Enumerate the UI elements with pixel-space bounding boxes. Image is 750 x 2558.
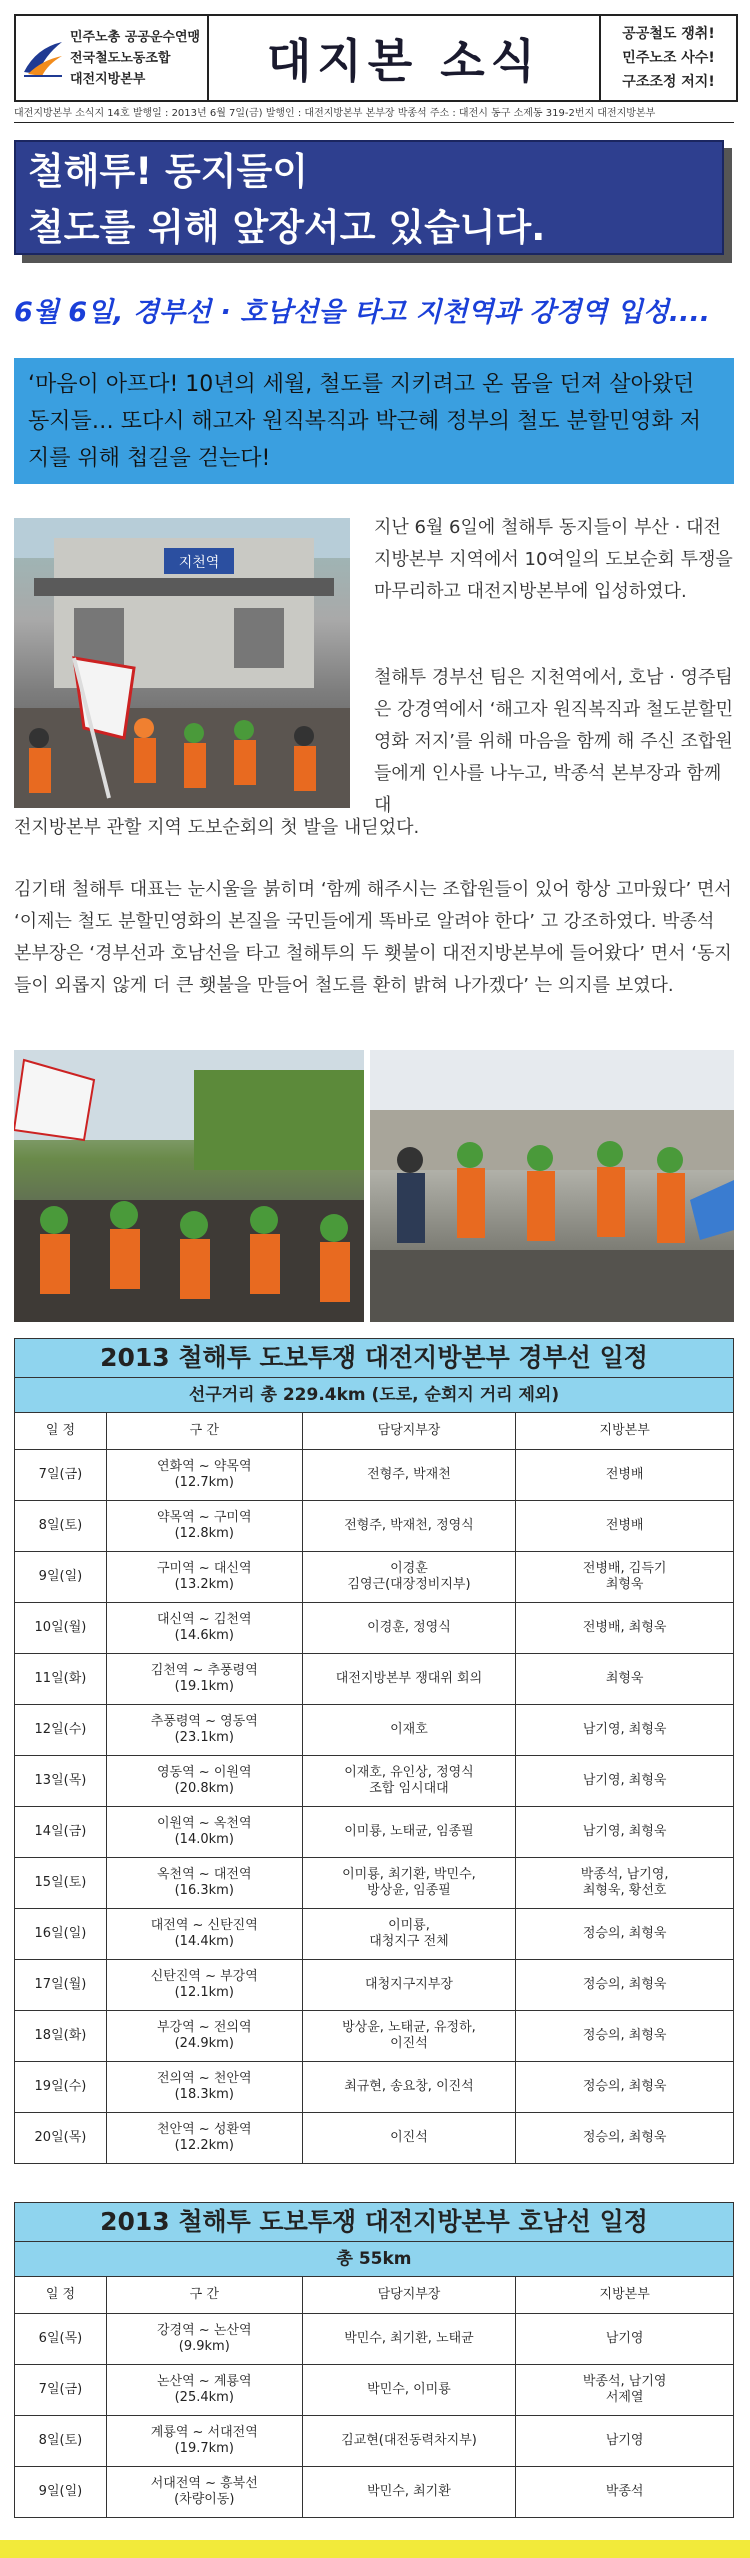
section-route: 강경역 ~ 논산역 [157,2323,252,2338]
leaders-line-2: 이진석 [390,2036,428,2051]
hq-line-1: 정승의, 최형욱 [582,2028,667,2043]
section-distance: (18.3km) [174,2087,234,2102]
schedule-regional-hq [516,1909,734,1960]
schedule-section [106,2365,302,2416]
schedule-date: 11일(화) [15,1654,107,1705]
section-distance: (23.1km) [174,1730,234,1745]
section-distance: (24.9km) [174,2036,234,2051]
hq-line-2: 최형욱, 황선호 [582,1883,667,1898]
schedule-section [106,1552,302,1603]
hq-line-1: 박종석, 남기영 [582,2374,667,2389]
schedule-regional-hq [516,1654,734,1705]
section-route: 신탄진역 ~ 부강역 [150,1969,258,1984]
section-route: 추풍령역 ~ 영동역 [150,1714,258,1729]
leaders-line-1: 박민수, 최기환 [367,2484,451,2499]
photo-2-illustration [14,1050,364,1322]
section-distance: (16.3km) [174,1883,234,1898]
header-org-block [16,16,209,100]
schedule-regional-hq [516,2062,734,2113]
issue-meta-line: 대전지방본부 소식지 14호 발행일 : 2013년 6월 7일(금) 발행인 : 대전지방본부 본부장 박종석 주소 : 대전시 동구 소제동 319-2번지 대전지방본부 [14,100,734,123]
section-route: 대신역 ~ 김천역 [157,1612,252,1627]
schedule-branch-leaders [302,1807,516,1858]
headline-line-2: 철도를 위해 앞장서고 있습니다. [28,206,546,249]
section-route: 이원역 ~ 옥천역 [157,1816,252,1831]
hq-line-1: 최형욱 [605,1671,644,1686]
schedule-regional-hq [516,2113,734,2164]
schedule-section [106,1603,302,1654]
schedule-section [106,1654,302,1705]
schedule-section [106,1705,302,1756]
schedule-branch-leaders [302,2113,516,2164]
section-distance: (12.1km) [174,1985,234,2000]
hq-line-1: 남기영, 최형욱 [582,1824,667,1839]
hq-line-1: 전병배 [605,1518,644,1533]
schedule-title: 2013 철해투 도보투쟁 대전지방본부 호남선 일정 [15,2203,734,2242]
schedule-row [15,1552,734,1603]
schedule-row [15,1450,734,1501]
section-route: 천안역 ~ 성환역 [157,2122,252,2137]
leaders-line-1: 이경훈 [390,1561,428,1576]
section-distance: (14.6km) [174,1628,234,1643]
schedule-section [106,2011,302,2062]
section-route: 김천역 ~ 추풍령역 [150,1663,258,1678]
schedule-regional-hq [516,1756,734,1807]
schedule-section [106,1858,302,1909]
schedule-date: 10일(월) [15,1603,107,1654]
schedule-section [106,1807,302,1858]
leaders-line-2: 조합 임시대대 [369,1781,449,1796]
schedule-subtitle: 총 55km [15,2242,734,2277]
schedule-regional-hq [516,2314,734,2365]
schedule-row [15,1858,734,1909]
section-distance: (차량이동) [174,2492,235,2507]
bottom-color-bar [0,2540,750,2558]
schedule-section [106,1450,302,1501]
section-route: 서대전역 ~ 흥북선 [150,2476,258,2491]
leaders-line-1: 이미룡, 최기환, 박민수, [342,1867,476,1882]
schedule-row [15,2113,734,2164]
leaders-line-1: 이진석 [390,2130,428,2145]
hq-line-1: 정승의, 최형욱 [582,1977,667,1992]
schedule-branch-leaders [302,2416,516,2467]
schedule-section [106,2416,302,2467]
schedule-regional-hq [516,2416,734,2467]
schedule-row [15,2062,734,2113]
article-paragraph-2-cont: 전지방본부 관할 지역 도보순회의 첫 발을 내딛었다. [14,817,420,838]
schedule-branch-leaders [302,1501,516,1552]
slogan-1: 공공철도 쟁취! [622,26,715,42]
slogan-3: 구조조정 저지! [622,74,715,90]
hq-line-1: 남기영 [605,2433,644,2448]
hq-line-2: 서제열 [605,2390,644,2405]
section-route: 옥천역 ~ 대전역 [157,1867,252,1882]
schedule-row [15,1603,734,1654]
leaders-line-1: 이재호 [390,1722,428,1737]
schedule-date: 18일(화) [15,2011,107,2062]
schedule-regional-hq [516,1960,734,2011]
schedule-row [15,1807,734,1858]
schedule-date: 17일(월) [15,1960,107,2011]
schedule-table-gyeongbu [14,1338,734,2164]
schedule-branch-leaders [302,2011,516,2062]
schedule-date: 7일(금) [15,1450,107,1501]
schedule-regional-hq [516,2365,734,2416]
schedule-header-cell: 구 간 [106,1413,302,1450]
schedule-section [106,2062,302,2113]
section-route: 대전역 ~ 신탄진역 [150,1918,258,1933]
leaders-line-1: 박민수, 최기환, 노태균 [344,2331,474,2346]
schedule-branch-leaders [302,1909,516,1960]
section-distance: (13.2km) [174,1577,234,1592]
union-logo-icon [22,38,64,78]
schedule-date: 14일(금) [15,1807,107,1858]
section-route: 영동역 ~ 이원역 [157,1765,252,1780]
schedule-section [106,2467,302,2518]
headline-banner [14,140,724,255]
section-distance: (19.7km) [174,2441,234,2456]
schedule-row [15,1654,734,1705]
schedule-header-cell: 담당지부장 [302,1413,516,1450]
schedule-branch-leaders [302,2314,516,2365]
schedule-regional-hq [516,2467,734,2518]
leaders-line-1: 이재호, 유인상, 정영식 [344,1765,474,1780]
leaders-line-1: 이미룡, 노태균, 임종필 [344,1824,474,1839]
schedule-date: 8일(토) [15,1501,107,1552]
leaders-line-1: 전형주, 박재천, 정영식 [344,1518,474,1533]
schedule-date: 8일(토) [15,2416,107,2467]
slogan-2: 민주노조 사수! [622,50,715,66]
section-distance: (12.8km) [174,1526,234,1541]
leaders-line-1: 김교현(대전동력차지부) [341,2433,477,2448]
schedule-header-cell: 구 간 [106,2277,302,2314]
schedule-header-cell: 담당지부장 [302,2277,516,2314]
leaders-line-1: 이미룡, [388,1918,430,1933]
station-sign: 지천역 [178,555,220,571]
schedule-regional-hq [516,1858,734,1909]
schedule-section [106,1960,302,2011]
schedule-row [15,2011,734,2062]
leaders-line-2: 방상윤, 임종필 [367,1883,451,1898]
schedule-branch-leaders [302,1603,516,1654]
leaders-line-2: 김영근(대장정비지부) [347,1577,471,1592]
photo-3-illustration [370,1050,734,1322]
hq-line-1: 박종석, 남기영, [580,1867,669,1882]
org-line-3: 대전지방본부 [70,71,146,87]
schedule-branch-leaders [302,2467,516,2518]
org-line-1: 민주노총 공공운수연맹 [70,29,201,45]
newsletter-title: 대지본 소식 [209,16,601,100]
schedule-row [15,1960,734,2011]
schedule-row [15,1756,734,1807]
section-route: 전의역 ~ 천안역 [157,2071,252,2086]
schedule-regional-hq [516,1705,734,1756]
schedule-branch-leaders [302,1654,516,1705]
schedule-date: 20일(목) [15,2113,107,2164]
schedule-regional-hq [516,1501,734,1552]
schedule-section [106,1909,302,1960]
photo-march-street [370,1050,734,1322]
hq-line-1: 전병배, 김득기 [582,1561,667,1576]
schedule-date: 12일(수) [15,1705,107,1756]
schedule-section [106,2113,302,2164]
schedule-date: 9일(일) [15,1552,107,1603]
org-name-lines [70,27,200,90]
section-route: 약목역 ~ 구미역 [157,1510,252,1525]
section-distance: (14.4km) [174,1934,234,1949]
photo-march-group [14,1050,364,1322]
article-subtitle: 6월 6일, 경부선 · 호남선을 타고 지천역과 강경역 입성.... [14,297,710,328]
leaders-line-2: 대청지구 전체 [369,1934,449,1949]
schedule-branch-leaders [302,1858,516,1909]
schedule-subtitle: 선구거리 총 229.4km (도로, 순회지 거리 제외) [15,1378,734,1413]
schedule-header-cell: 지방본부 [516,2277,734,2314]
schedule-row [15,2365,734,2416]
hq-line-1: 전병배 [605,1467,644,1482]
photo-jicheon-station [14,518,350,808]
leaders-line-1: 대청지구지부장 [365,1977,453,1992]
hq-line-1: 전병배, 최형욱 [582,1620,667,1635]
schedule-row [15,2416,734,2467]
leaders-line-1: 방상윤, 노태균, 유정하, [342,2020,476,2035]
schedule-section [106,2314,302,2365]
hq-line-1: 정승의, 최형욱 [582,2130,667,2145]
schedule-date: 19일(수) [15,2062,107,2113]
schedule-date: 15일(토) [15,1858,107,1909]
schedule-date: 13일(목) [15,1756,107,1807]
section-route: 논산역 ~ 계룡역 [157,2374,252,2389]
schedule-table-honam [14,2202,734,2518]
newsletter-header [14,14,738,102]
hq-line-1: 정승의, 최형욱 [582,2079,667,2094]
schedule-branch-leaders [302,1450,516,1501]
schedule-regional-hq [516,1450,734,1501]
schedule-branch-leaders [302,1756,516,1807]
photo-1-illustration [14,518,350,808]
org-line-2: 전국철도노동조합 [70,50,171,66]
schedule-header-cell: 일 정 [15,1413,107,1450]
hq-line-1: 정승의, 최형욱 [582,1926,667,1941]
hq-line-2: 최형욱 [605,1577,644,1592]
section-distance: (25.4km) [174,2390,234,2405]
schedule-section [106,1756,302,1807]
schedule-date: 7일(금) [15,2365,107,2416]
leaders-line-1: 대전지방본부 쟁대위 회의 [335,1671,483,1686]
schedule-row [15,1705,734,1756]
section-route: 연화역 ~ 약목역 [157,1459,252,1474]
section-distance: (19.1km) [174,1679,234,1694]
leaders-line-1: 박민수, 이미룡 [367,2382,451,2397]
schedule-branch-leaders [302,1552,516,1603]
quote-box: ‘마음이 아프다! 10년의 세월, 철도를 지키려고 온 몸을 던져 살아왔던 동지들… 또다시 해고자 원직복직과 박근혜 정부의 철도 분할민영화 저지를 위해 첩길을 걷는다! [14,358,734,484]
section-route: 부강역 ~ 전의역 [157,2020,252,2035]
schedule-regional-hq [516,2011,734,2062]
schedule-date: 6일(목) [15,2314,107,2365]
hq-line-1: 남기영 [605,2331,644,2346]
schedule-branch-leaders [302,1960,516,2011]
schedule-date: 9일(일) [15,2467,107,2518]
hq-line-1: 박종석 [605,2484,644,2499]
schedule-regional-hq [516,1807,734,1858]
section-distance: (20.8km) [174,1781,234,1796]
schedule-row [15,1909,734,1960]
schedule-branch-leaders [302,2365,516,2416]
schedule-row [15,2467,734,2518]
schedule-header-cell: 지방본부 [516,1413,734,1450]
leaders-line-1: 이경훈, 정영식 [367,1620,451,1635]
section-distance: (9.9km) [178,2339,230,2354]
article-paragraph-3: 김기태 철해투 대표는 눈시울을 붉히며 ‘함께 해주시는 조합원들이 있어 항상 고마웠다’ 면서 ‘이제는 철도 분할민영화의 본질을 국민들에게 똑바로 알려야 한다’ 고 강조하였다. 박종석 본부장은 ‘경부선과 호남선을 타고 철해투의 두 횃불이 대전지방본부에 들어왔다’ 면서 ‘동지들이 외롭지 않게 더 큰 횃불을 만들어 철도를 환히 밝혀 나가겠다’ 는 의지를 보였다. [14,879,732,996]
headline-line-1: 철해투! 동지들이 [28,150,308,193]
schedule-branch-leaders [302,2062,516,2113]
schedule-regional-hq [516,1552,734,1603]
schedule-branch-leaders [302,1705,516,1756]
schedule-date: 16일(일) [15,1909,107,1960]
section-distance: (12.2km) [174,2138,234,2153]
leaders-line-1: 최규현, 송요창, 이진석 [344,2079,474,2094]
schedule-title: 2013 철해투 도보투쟁 대전지방본부 경부선 일정 [15,1339,734,1378]
section-distance: (12.7km) [174,1475,234,1490]
schedule-row [15,2314,734,2365]
section-distance: (14.0km) [174,1832,234,1847]
hq-line-1: 남기영, 최형욱 [582,1773,667,1788]
hq-line-1: 남기영, 최형욱 [582,1722,667,1737]
section-route: 계룡역 ~ 서대전역 [150,2425,258,2440]
article-paragraph-1: 지난 6월 6일에 철해투 동지들이 부산 · 대전지방본부 지역에서 10여일의 도보순회 투쟁을 마무리하고 대전지방본부에 입성하였다. [374,517,733,602]
schedule-header-cell: 일 정 [15,2277,107,2314]
schedule-regional-hq [516,1603,734,1654]
schedule-row [15,1501,734,1552]
article-paragraph-2: 철해투 경부선 팀은 지천역에서, 호남 · 영주팀은 강경역에서 ‘해고자 원직복직과 철도분할민영화 저지’를 위해 마음을 함께 해 주신 조합원들에게 인사를 나누고, 박종석 본부장과 함께 대 [374,667,733,816]
section-route: 구미역 ~ 대신역 [157,1561,252,1576]
header-slogans [601,16,736,100]
schedule-section [106,1501,302,1552]
leaders-line-1: 전형주, 박재천 [367,1467,451,1482]
